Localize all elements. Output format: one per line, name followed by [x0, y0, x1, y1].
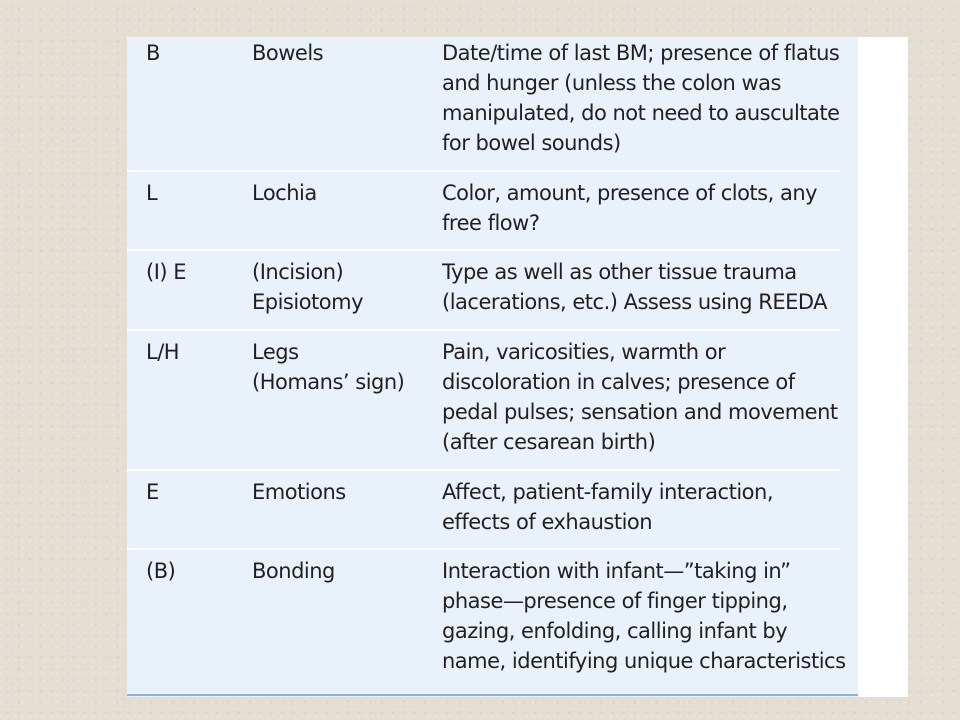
- row-assessment-line: effects of exhaustion: [442, 510, 653, 534]
- row-assessment: [442, 257, 852, 317]
- row-assessment: [442, 178, 852, 238]
- row-assessment-line: free flow?: [442, 211, 540, 235]
- row-assessment-line: Interaction with infant—”taking in”: [442, 559, 791, 583]
- row-assessment-line: pedal pulses; sensation and movement: [442, 400, 838, 424]
- row-assessment-line: gazing, enfolding, calling infant by: [442, 619, 788, 643]
- row-item: [252, 38, 432, 68]
- row-code: (I) E: [146, 260, 187, 284]
- row-assessment-line: (after cesarean birth): [442, 430, 656, 454]
- row-item-line: Emotions: [252, 480, 346, 504]
- row-assessment-line: name, identifying unique characteristics: [442, 649, 846, 673]
- row-item: [252, 178, 432, 208]
- row-item-line: Bonding: [252, 559, 335, 583]
- row-item-line: (Incision): [252, 260, 344, 284]
- row-assessment: [442, 556, 852, 676]
- row-code: B: [146, 41, 160, 65]
- row-assessment-line: Affect, patient-family interaction,: [442, 480, 773, 504]
- row-assessment-line: Date/time of last BM; presence of flatus: [442, 41, 840, 65]
- row-item: [252, 257, 432, 317]
- row-assessment-line: phase—presence of finger tipping,: [442, 589, 788, 613]
- row-item: [252, 556, 432, 586]
- row-assessment-line: manipulated, do not need to auscultate: [442, 101, 840, 125]
- row-item: [252, 477, 432, 507]
- row-assessment-line: and hunger (unless the colon was: [442, 71, 781, 95]
- row-code: L/H: [146, 340, 180, 364]
- row-item-line: Bowels: [252, 41, 324, 65]
- row-item: [252, 337, 432, 397]
- row-assessment-line: Pain, varicosities, warmth or: [442, 340, 726, 364]
- row-assessment-line: (lacerations, etc.) Assess using REEDA: [442, 290, 828, 314]
- row-assessment: [442, 477, 852, 537]
- row-assessment: [442, 38, 852, 158]
- row-divider: [127, 469, 840, 471]
- row-divider: [127, 249, 840, 251]
- row-divider: [127, 548, 840, 550]
- row-assessment-line: discoloration in calves; presence of: [442, 370, 795, 394]
- row-item-line: Legs: [252, 340, 299, 364]
- row-code: L: [146, 181, 158, 205]
- row-item-line: Episiotomy: [252, 290, 364, 314]
- row-assessment-line: Color, amount, presence of clots, any: [442, 181, 818, 205]
- row-divider: [127, 329, 840, 331]
- row-divider: [127, 170, 840, 172]
- row-item-line: Lochia: [252, 181, 317, 205]
- slide-content-panel: [127, 37, 908, 697]
- row-code: (B): [146, 559, 176, 583]
- row-item-line: (Homans’ sign): [252, 370, 405, 394]
- row-assessment-line: Type as well as other tissue trauma: [442, 260, 797, 284]
- row-code: E: [146, 480, 159, 504]
- row-assessment-line: for bowel sounds): [442, 131, 621, 155]
- table-bottom-rule: [127, 694, 858, 696]
- row-assessment: [442, 337, 852, 457]
